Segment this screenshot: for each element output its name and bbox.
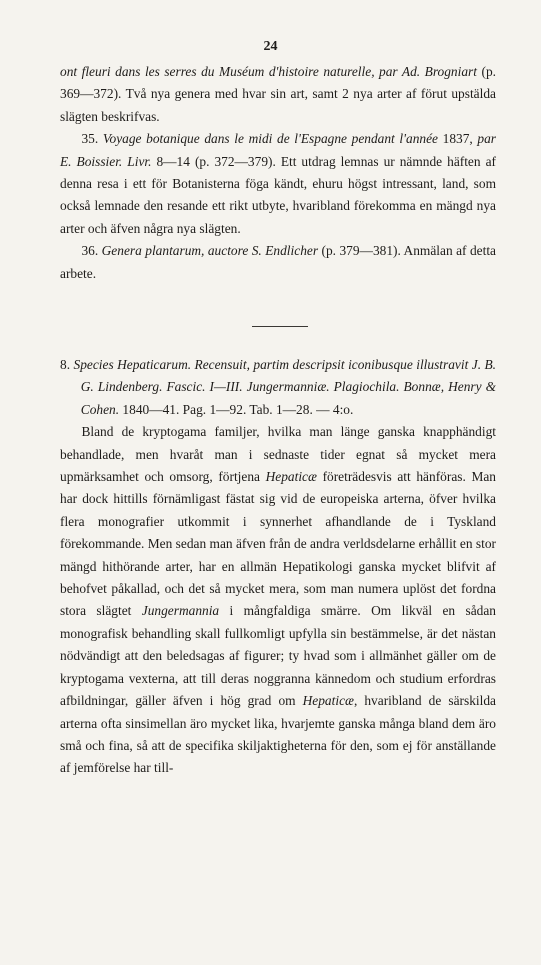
section-divider <box>252 326 308 327</box>
text-segment: 36. <box>81 243 102 259</box>
text-segment: Jungermannia <box>141 603 220 619</box>
text-segment: (p. 379—381). Anmälan af detta arbete. <box>60 243 496 281</box>
text-segment: Hepaticæ <box>302 693 354 709</box>
text-segment: Genera plantarum, auctore S. Endlicher <box>101 243 319 259</box>
entry-8-heading <box>60 354 496 421</box>
text-segment: Bland de kryptogama familjer, hvilka man länge ganska knapphändigt behandlade, men hvaråt man i sednaste tider egnat så mycket mera upmärksamhet och omsorg, förtjena <box>60 424 496 485</box>
text-segment: 8. <box>60 357 74 372</box>
entry-35 <box>60 128 496 240</box>
text-segment: 35. <box>81 131 103 147</box>
entry-8-body <box>60 421 496 780</box>
text-segment: par E. Boissier. Livr. <box>60 131 497 169</box>
text-segment: Species Hepaticarum. Recensuit, partim descripsit iconibusque illustravit J. B. G. Lindenberg. Fascic. I—III. Jungermanniæ. Plagiochila. Bonnæ, Henry & Cohen. <box>73 357 497 417</box>
text-segment: (p. 369—372). Två nya genera med hvar sin art, samt 2 nya arter af förut upstälda slägten beskrifvas. <box>60 64 496 124</box>
text-segment: 8—14 (p. 372—379). Ett utdrag lemnas ur nämnde häften af denna resa i ett för Botanisterna föga kändt, ehuru högst intressant, land, som också lemnade den resande ett rikt utbyte, hvaribland förekomma en mängd nya arter och äfven några nya slägten. <box>60 153 496 236</box>
entry-continuation <box>60 61 496 128</box>
page-number: 24 <box>263 39 278 54</box>
text-segment: Voyage botanique dans le midi de l'Espagne pendant l'année <box>102 131 438 147</box>
text-segment: ont fleuri dans les serres du Muséum d'histoire naturelle, par Ad. Brogniart <box>60 64 477 79</box>
text-segment: företrädesvis att hänföras. Man har dock hittills förnämligast fästat sig vid de europeiska arterna, öfver hvilka flera monografier utkommit i synnerhet afhandlande de i Tyskland förekommande. Men sedan man äfven från de andra verldsdelarne erhållit en stor mängd hithörande arter, har en allmän Hepatikologi ganska mycket blifvit af behofvet påkallad, och det så mycket mera, som man numera uplöst det fordna stora slägtet <box>60 469 496 619</box>
text-segment: 1840—41. Pag. 1—92. Tab. 1—28. — 4:o. <box>119 401 354 417</box>
text-segment: , hvaribland de särskilda arterna ofta sinsimellan äro mycket lika, hvarjemte ganska många bland dem äro små och fina, så att de specifika skiljaktigheterna för den, som ej för anställande af jemförelse har till- <box>60 693 496 776</box>
text-segment: 1837, <box>437 131 478 147</box>
lower-text-block <box>60 354 496 780</box>
text-segment: i mångfaldiga smärre. Om likväl en sådan monografisk behandling skall fullkomligt upfylla sin bestämmelse, är det nästan nödvändigt att den beledsagas af figurer; ty hvad som i allmänhet gäller om de kryptogama vexterna, att till deras noggranna kännedom och studium erfordras afbildningar, gäller äfven i hög grad om <box>60 603 496 709</box>
entry-36 <box>60 240 496 285</box>
upper-text-block <box>60 61 496 285</box>
text-segment: Hepaticæ <box>265 469 317 485</box>
